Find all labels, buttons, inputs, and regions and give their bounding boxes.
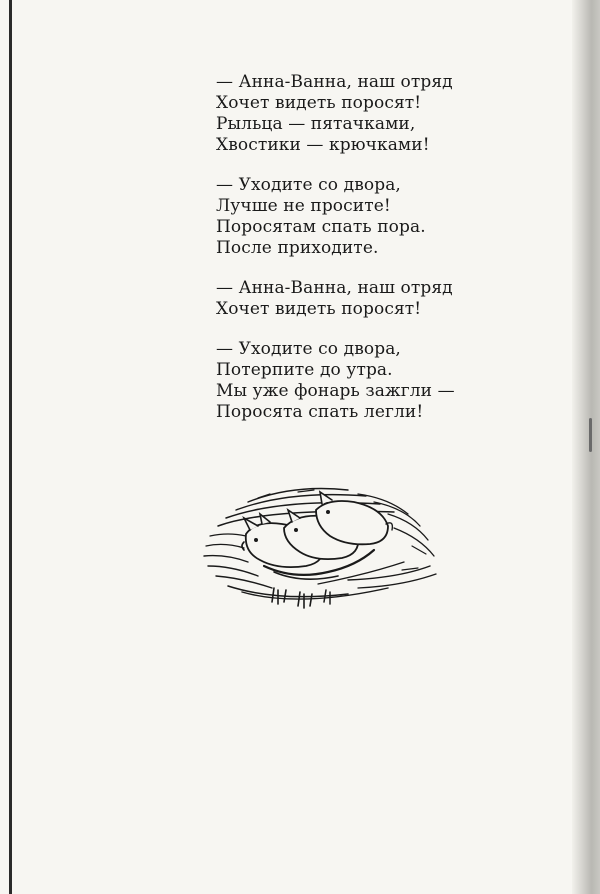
poem-line: — Уходите со двора, <box>216 175 401 195</box>
stanza-1 <box>216 72 516 156</box>
poem-line: Потерпите до утра. <box>216 360 393 380</box>
poem-line: Хвостики — крючками! <box>216 135 430 155</box>
sleeping-piglets-illustration <box>198 484 444 620</box>
page-binding-rule <box>9 0 12 894</box>
poem <box>216 72 516 442</box>
poem-line: — Анна-Ванна, наш отряд <box>216 72 453 92</box>
poem-line: Поросятам спать пора. <box>216 217 426 237</box>
page-edge-shadow <box>572 0 600 894</box>
poem-line: Хочет видеть поросят! <box>216 93 422 113</box>
poem-line: — Анна-Ванна, наш отряд <box>216 278 453 298</box>
poem-line: Лучше не просите! <box>216 196 391 216</box>
poem-line: Мы уже фонарь зажгли — <box>216 381 455 401</box>
stanza-4 <box>216 339 516 423</box>
poem-line: Хочет видеть поросят! <box>216 299 422 319</box>
poem-line: Поросята спать легли! <box>216 402 424 422</box>
poem-line: После приходите. <box>216 238 379 258</box>
poem-line: Рыльца — пятачками, <box>216 114 416 134</box>
stanza-2 <box>216 175 516 259</box>
stanza-3 <box>216 278 516 320</box>
sleeping-piglets-icon <box>198 484 444 620</box>
poem-line: — Уходите со двора, <box>216 339 401 359</box>
page-edge-mark <box>589 418 592 452</box>
